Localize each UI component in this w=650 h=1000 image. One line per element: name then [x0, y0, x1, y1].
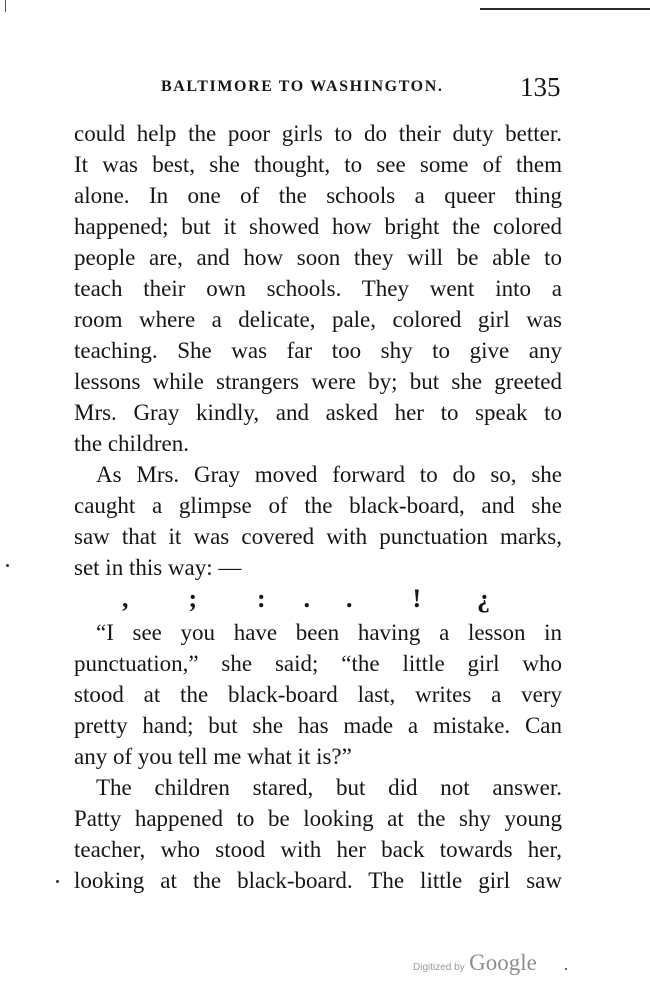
text-line: lessons while strangers were by; but she greeted	[74, 369, 562, 394]
running-head	[0, 74, 650, 104]
text-line: saw that it was covered with punctuation marks,	[74, 524, 562, 549]
text-line: any of you tell me what it is?”	[74, 744, 352, 769]
period-mark: .	[303, 584, 310, 613]
text-line: room where a delicate, pale, colored girl was	[74, 307, 562, 332]
text-line: teach their own schools. They went into a	[74, 276, 562, 301]
text-line: Mrs. Gray kindly, and asked her to speak to	[74, 400, 562, 425]
semicolon-mark: ;	[188, 584, 198, 613]
paragraph-4	[74, 772, 562, 896]
text-line: “I see you have been having a lesson in	[96, 620, 562, 645]
text-line: punctuation,” she said; “the little girl who	[74, 651, 562, 676]
period-mark: .	[346, 584, 353, 613]
punctuation-marks-row	[74, 583, 562, 617]
stray-mark	[565, 968, 567, 970]
text-line: teaching. She was far too shy to give any	[74, 338, 562, 363]
page-number: 135	[520, 72, 561, 102]
text-line: happened; but it showed how bright the colored	[74, 214, 562, 239]
exclamation-mark: !	[412, 584, 422, 613]
running-title: BALTIMORE TO WASHINGTON.	[161, 78, 444, 95]
text-line: caught a glimpse of the black-board, and she	[74, 493, 562, 518]
text-line: Patty happened to be looking at the shy young	[74, 806, 562, 831]
text-line: It was best, she thought, to see some of them	[74, 152, 562, 177]
text-line: pretty hand; but she has made a mistake. Can	[74, 713, 562, 738]
digitized-label: Digitized by	[413, 962, 465, 973]
text-line: people are, and how soon they will be able to	[74, 245, 562, 270]
digitized-watermark	[413, 950, 537, 976]
paragraph-1	[74, 118, 562, 459]
paragraph-3	[74, 617, 562, 772]
paragraph-2	[74, 459, 562, 583]
text-line: could help the poor girls to do their duty better.	[74, 121, 562, 146]
text-line: the children.	[74, 431, 189, 456]
stray-mark	[56, 880, 59, 883]
text-line: teacher, who stood with her back towards her,	[74, 837, 562, 862]
page-edge-mark	[5, 0, 6, 12]
text-line: looking at the black-board. The little girl saw	[74, 868, 562, 893]
comma-mark: ,	[122, 584, 129, 613]
colon-mark: :	[257, 584, 266, 613]
body-text	[74, 118, 562, 896]
text-line: alone. In one of the schools a queer thing	[74, 183, 562, 208]
text-line: set in this way: —	[74, 555, 242, 580]
top-rule	[480, 8, 650, 10]
text-line: The children stared, but did not answer.	[96, 775, 562, 800]
stray-mark	[6, 564, 9, 567]
inverted-question-mark: ¿	[477, 584, 490, 613]
text-line: As Mrs. Gray moved forward to do so, she	[96, 462, 562, 487]
text-line: stood at the black-board last, writes a very	[74, 682, 562, 707]
google-logo: Google	[469, 950, 537, 975]
